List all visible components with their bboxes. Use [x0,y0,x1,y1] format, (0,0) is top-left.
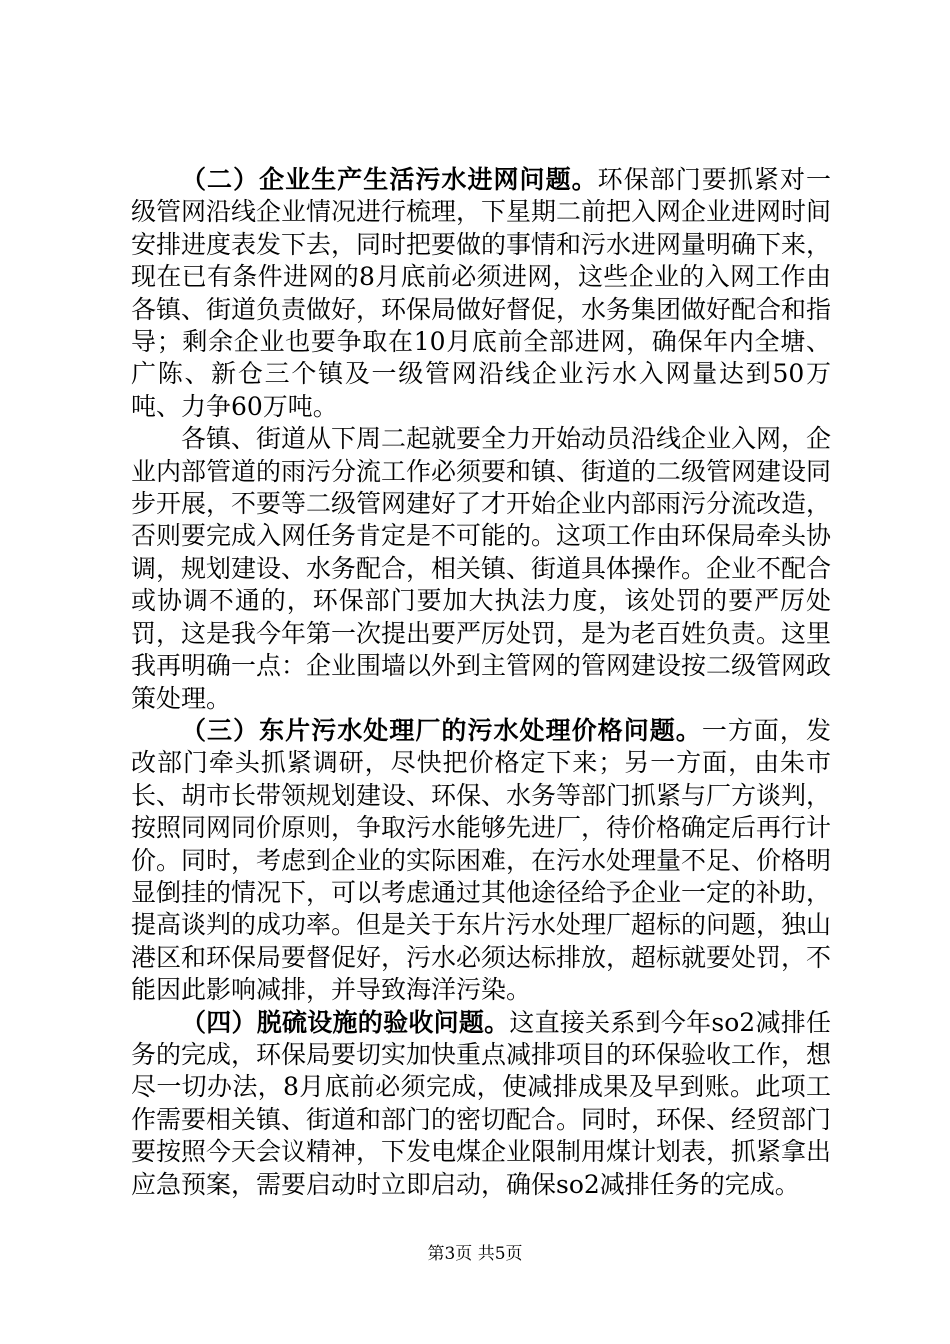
paragraph-sewage-network [131,164,831,423]
paragraph-town-streets [131,423,831,715]
document-body [131,164,831,1201]
section-heading-3: （三）东片污水处理厂的污水处理价格问题。 [181,715,702,745]
paragraph-text: 环保部门要抓紧对一级管网沿线企业情况进行梳理，下星期二前把入网企业进网时间安排进度表发下去，同时把要做的事情和污水进网量明确下来，现在已有条件进网的8月底前必须进网，这些企业的入网工作由各镇、街道负责做好，环保局做好督促，水务集团做好配合和指导；剩余企业也要争取在10月底前全部进网，确保年内全塘、广陈、新仓三个镇及一级管网沿线企业污水入网量达到50万吨、力争60万吨。 [131,165,832,421]
section-heading-2: （二）企业生产生活污水进网问题。 [181,165,598,194]
paragraph-text: 各镇、街道从下周二起就要全力开始动员沿线企业入网，企业内部管道的雨污分流工作必须要和镇、街道的二级管网建设同步开展，不要等二级管网建好了才开始企业内部雨污分流改造，否则要完成入网任务肯定是不可能的。这项工作由环保局牵头协调，规划建设、水务配合，相关镇、街道具体操作。企业不配合或协调不通的，环保部门要加大执法力度，该处罚的要严厉处罚，这是我今年第一次提出要严厉处罚，是为老百姓负责。这里我再明确一点：企业围墙以外到主管网的管网建设按二级管网政策处理。 [131,424,832,713]
paragraph-text: 这直接关系到今年so2减排任务的完成，环保局要切实加快重点减排项目的环保验收工作，想尽一切办法，8月底前必须完成，使减排成果及早到账。此项工作需要相关镇、街道和部门的密切配合。同时，环保、经贸部门要按照今天会议精神，下发电煤企业限制用煤计划表，抓紧拿出应急预案，需要启动时立即启动，确保so2减排任务的完成。 [131,1007,832,1199]
page-number-footer: 第3页 共5页 [427,1244,523,1264]
paragraph-text: 一方面，发改部门牵头抓紧调研，尽快把价格定下来；另一方面，由朱市长、胡市长带领规划建设、环保、水务等部门抓紧与厂方谈判，按照同网同价原则，争取污水能够先进厂，待价格确定后再行计价。同时，考虑到企业的实际困难，在污水处理量不足、价格明显倒挂的情况下，可以考虑通过其他途径给予企业一定的补助，提高谈判的成功率。但是关于东片污水处理厂超标的问题，独山港区和环保局要督促好，污水必须达标排放，超标就要处罚，不能因此影响减排，并导致海洋污染。 [131,715,832,1005]
section-heading-4: （四）脱硫设施的验收问题。 [181,1007,510,1037]
paragraph-treatment-price [131,715,831,1007]
paragraph-desulfurization [131,1007,831,1201]
